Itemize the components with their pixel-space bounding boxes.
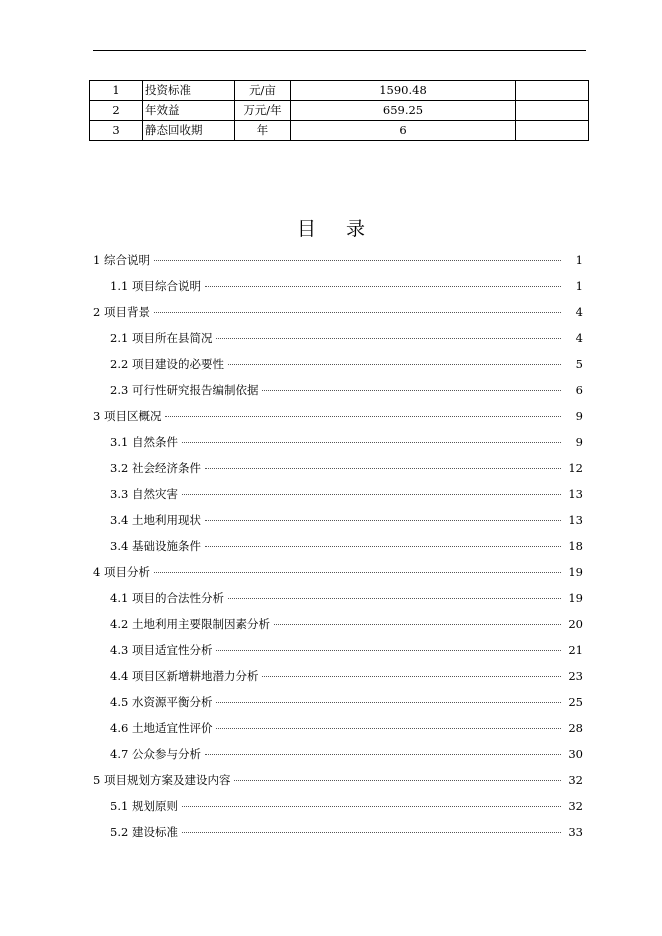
toc-leader-dots: [205, 468, 561, 469]
toc-entry[interactable]: [93, 793, 583, 819]
toc-entry-title: 3.4 基础设施条件: [110, 539, 201, 553]
unit-cell: 年: [235, 121, 291, 141]
toc-leader-dots: [154, 312, 561, 313]
toc-entry[interactable]: [93, 247, 583, 273]
toc-page-number: 4: [575, 331, 583, 345]
toc-entry-title: 3.2 社会经济条件: [110, 461, 201, 475]
toc-entry[interactable]: [93, 351, 583, 377]
table-row: [90, 101, 589, 121]
toc-page-number: 13: [568, 513, 583, 527]
toc-entry-title: 4.7 公众参与分析: [110, 747, 201, 761]
toc-leader-dots: [262, 390, 561, 391]
row-number-cell: 3: [90, 121, 143, 141]
toc-page-number: 33: [568, 825, 583, 839]
toc-leader-dots: [216, 650, 561, 651]
toc-entry-title: 2.1 项目所在县简况: [110, 331, 213, 345]
row-number-cell: 2: [90, 101, 143, 121]
toc-entry-title: 5.1 规划原则: [110, 799, 178, 813]
toc-page-number: 25: [568, 695, 583, 709]
toc-leader-dots: [154, 572, 561, 573]
toc-entry-title: 1.1 项目综合说明: [110, 279, 201, 293]
table-of-contents: [93, 247, 583, 845]
toc-page-number: 18: [568, 539, 583, 553]
toc-entry[interactable]: [93, 377, 583, 403]
toc-leader-dots: [262, 676, 561, 677]
value-cell: 6: [291, 121, 516, 141]
toc-entry[interactable]: [93, 741, 583, 767]
toc-entry-title: 4.2 土地利用主要限制因素分析: [110, 617, 270, 631]
toc-leader-dots: [216, 702, 561, 703]
toc-page-number: 12: [568, 461, 583, 475]
toc-entry[interactable]: [93, 299, 583, 325]
toc-entry-title: 3.3 自然灾害: [110, 487, 178, 501]
toc-entry[interactable]: [93, 481, 583, 507]
toc-entry[interactable]: [93, 689, 583, 715]
toc-entry-title: 4.4 项目区新增耕地潜力分析: [110, 669, 259, 683]
toc-page-number: 32: [568, 799, 583, 813]
toc-leader-dots: [228, 598, 561, 599]
toc-page-number: 9: [575, 435, 583, 449]
toc-leader-dots: [228, 364, 561, 365]
toc-entry-title: 4.3 项目适宜性分析: [110, 643, 213, 657]
toc-entry-title: 4.1 项目的合法性分析: [110, 591, 224, 605]
unit-cell: 万元/年: [235, 101, 291, 121]
value-cell: 1590.48: [291, 81, 516, 101]
table-row: [90, 81, 589, 101]
toc-page-number: 5: [575, 357, 583, 371]
toc-entry[interactable]: [93, 455, 583, 481]
toc-leader-dots: [216, 728, 561, 729]
toc-entry-title: 1 综合说明: [93, 253, 150, 267]
toc-page-number: 28: [568, 721, 583, 735]
toc-leader-dots: [205, 754, 561, 755]
toc-entry-title: 4.6 土地适宜性评价: [110, 721, 213, 735]
toc-entry-title: 2.2 项目建设的必要性: [110, 357, 224, 371]
toc-entry-title: 5.2 建设标准: [110, 825, 178, 839]
toc-leader-dots: [274, 624, 561, 625]
toc-page-number: 9: [575, 409, 583, 423]
toc-entry[interactable]: [93, 585, 583, 611]
toc-page-number: 6: [575, 383, 583, 397]
toc-page-number: 13: [568, 487, 583, 501]
toc-entry[interactable]: [93, 403, 583, 429]
toc-entry[interactable]: [93, 637, 583, 663]
toc-leader-dots: [205, 546, 561, 547]
toc-entry[interactable]: [93, 533, 583, 559]
toc-page-number: 1: [575, 253, 583, 267]
toc-entry[interactable]: [93, 663, 583, 689]
toc-entry[interactable]: [93, 611, 583, 637]
item-name-cell: 静态回收期: [143, 121, 235, 141]
summary-table: [89, 80, 589, 141]
row-number-cell: 1: [90, 81, 143, 101]
toc-page-number: 20: [568, 617, 583, 631]
toc-entry[interactable]: [93, 429, 583, 455]
toc-entry[interactable]: [93, 819, 583, 845]
header-rule: [93, 50, 586, 51]
toc-entry[interactable]: [93, 273, 583, 299]
toc-leader-dots: [205, 520, 561, 521]
toc-title: 目录: [296, 218, 395, 240]
toc-page-number: 30: [568, 747, 583, 761]
toc-entry-title: 3 项目区概况: [93, 409, 162, 423]
toc-entry[interactable]: [93, 507, 583, 533]
toc-leader-dots: [182, 806, 561, 807]
toc-entry[interactable]: [93, 767, 583, 793]
toc-leader-dots: [182, 442, 561, 443]
toc-leader-dots: [216, 338, 561, 339]
toc-leader-dots: [182, 494, 561, 495]
toc-entry[interactable]: [93, 559, 583, 585]
toc-entry[interactable]: [93, 715, 583, 741]
toc-leader-dots: [154, 260, 561, 261]
toc-entry-title: 5 项目规划方案及建设内容: [93, 773, 231, 787]
toc-page-number: 21: [568, 643, 583, 657]
note-cell: [516, 121, 589, 141]
toc-entry-title: 4.5 水资源平衡分析: [110, 695, 213, 709]
toc-page-number: 32: [568, 773, 583, 787]
toc-entry[interactable]: [93, 325, 583, 351]
toc-entry-title: 2.3 可行性研究报告编制依据: [110, 383, 259, 397]
note-cell: [516, 101, 589, 121]
toc-page-number: 19: [568, 565, 583, 579]
toc-entry-title: 2 项目背景: [93, 305, 150, 319]
toc-entry-title: 3.4 土地利用现状: [110, 513, 201, 527]
toc-page-number: 23: [568, 669, 583, 683]
value-cell: 659.25: [291, 101, 516, 121]
unit-cell: 元/亩: [235, 81, 291, 101]
toc-leader-dots: [205, 286, 561, 287]
toc-leader-dots: [182, 832, 561, 833]
item-name-cell: 投资标准: [143, 81, 235, 101]
toc-leader-dots: [234, 780, 561, 781]
toc-entry-title: 4 项目分析: [93, 565, 150, 579]
note-cell: [516, 81, 589, 101]
table-row: [90, 121, 589, 141]
toc-entry-title: 3.1 自然条件: [110, 435, 178, 449]
toc-leader-dots: [165, 416, 561, 417]
toc-page-number: 19: [568, 591, 583, 605]
toc-page-number: 1: [575, 279, 583, 293]
item-name-cell: 年效益: [143, 101, 235, 121]
toc-page-number: 4: [575, 305, 583, 319]
